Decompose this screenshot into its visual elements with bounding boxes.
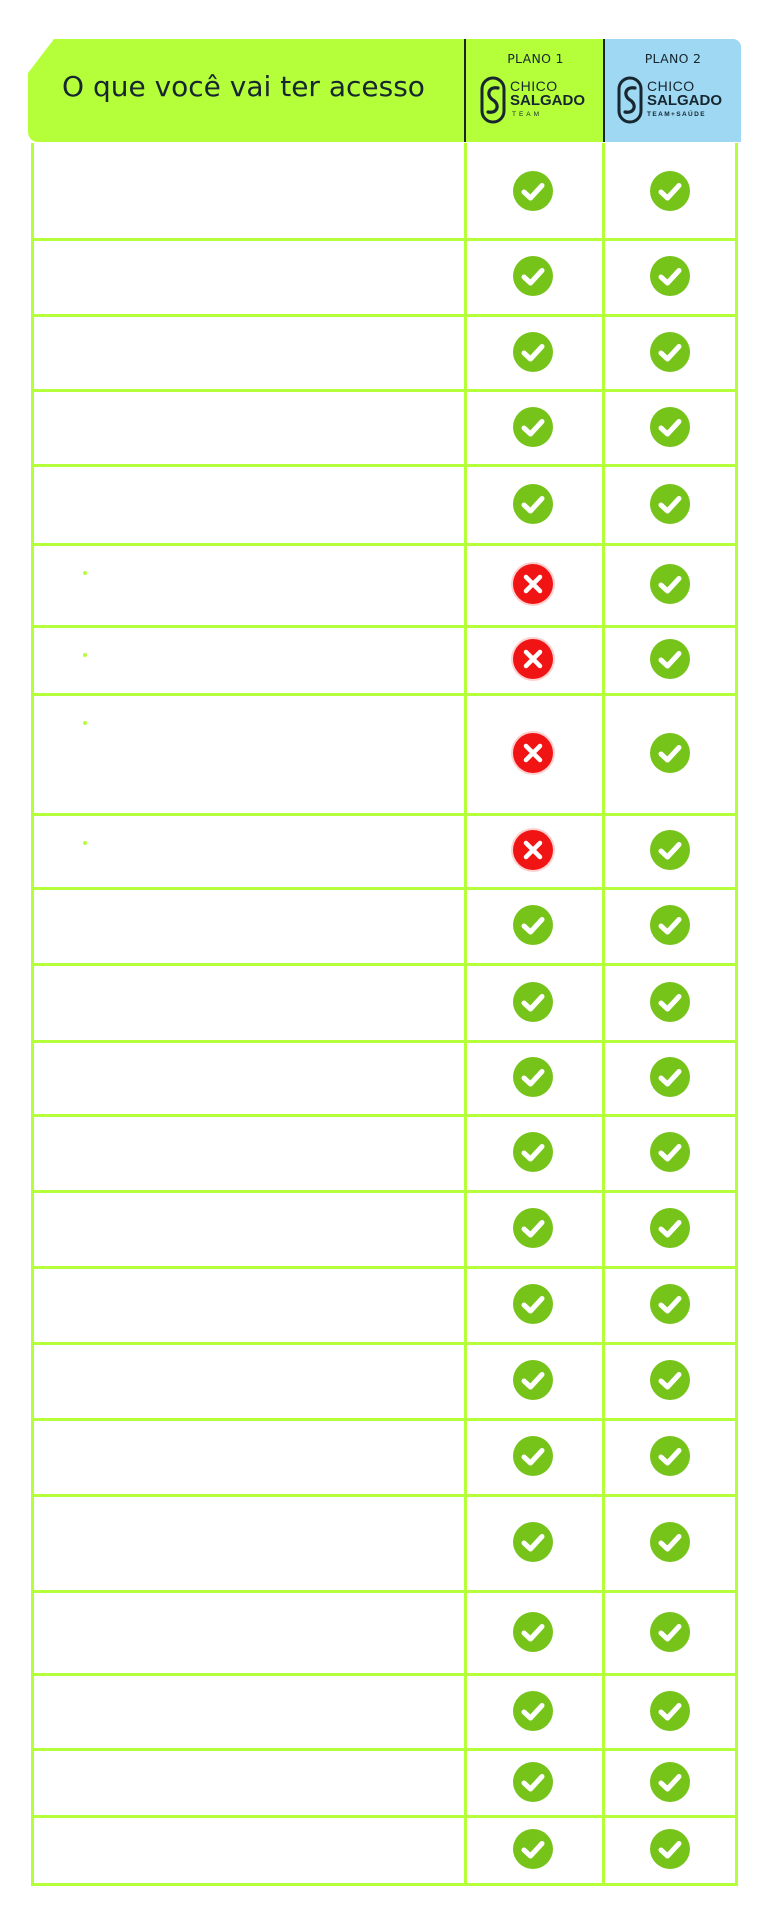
table-column-line [602,143,605,1886]
table-row-divider [31,1673,738,1676]
logo-word-chico: CHICO [647,78,695,94]
check-circle-icon [650,639,690,679]
check-circle-icon [650,830,690,870]
table-row-divider [31,389,738,392]
logo-word-team: TEAM [512,111,543,118]
check-circle-icon [650,484,690,524]
plan-1-header [466,39,605,142]
check-circle-icon [513,1436,553,1476]
check-circle-icon [513,1691,553,1731]
table-column-line [31,143,34,1886]
table-row-divider [31,693,738,696]
logo-word-chico: CHICO [510,78,558,94]
check-circle-icon [513,256,553,296]
check-circle-icon [650,1612,690,1652]
table-row-divider [31,1040,738,1043]
table-row-divider [31,1883,738,1886]
table-column-line [735,143,738,1886]
check-circle-icon [513,1057,553,1097]
table-row-divider [31,813,738,816]
feature-bullet-dot [83,721,87,725]
check-circle-icon [650,1208,690,1248]
check-circle-icon [513,484,553,524]
table-row-divider [31,464,738,467]
check-circle-icon [513,407,553,447]
check-circle-icon [513,1360,553,1400]
table-row-divider [31,963,738,966]
table-column-line [464,143,467,1886]
plan-2-header [605,39,741,142]
check-circle-icon [650,982,690,1022]
table-row-divider [31,1342,738,1345]
check-circle-icon [650,1284,690,1324]
check-circle-icon [513,1829,553,1869]
check-circle-icon [650,171,690,211]
check-circle-icon [513,1612,553,1652]
x-circle-icon [513,564,553,604]
logo-word-team-saude: TEAM+SAÚDE [647,111,706,118]
logo-word-salgado: SALGADO [510,92,585,109]
x-circle-icon [513,830,553,870]
table-row-divider [31,314,738,317]
feature-bullet-dot [83,571,87,575]
x-circle-icon [513,733,553,773]
plan-1-logo [480,73,592,127]
check-circle-icon [650,1691,690,1731]
table-row-divider [31,1815,738,1818]
feature-bullet-dot [83,653,87,657]
check-circle-icon [650,1829,690,1869]
check-circle-icon [513,905,553,945]
plan-2-label: PLANO 2 [644,51,702,66]
chico-salgado-s-mark-icon [480,76,506,124]
check-circle-icon [650,1057,690,1097]
plan-2-logo [617,73,729,127]
page-title: O que você vai ter acesso [62,70,425,103]
logo-word-salgado: SALGADO [647,92,722,109]
table-row-divider [31,1190,738,1193]
x-circle-icon [513,639,553,679]
table-row-divider [31,1590,738,1593]
header-divider [603,39,605,142]
table-row-divider [31,887,738,890]
table-row-divider [31,625,738,628]
check-circle-icon [513,1522,553,1562]
check-circle-icon [513,171,553,211]
feature-bullet-dot [83,841,87,845]
plan-1-label: PLANO 1 [507,51,564,66]
check-circle-icon [513,1208,553,1248]
header-divider [464,39,466,142]
check-circle-icon [650,332,690,372]
check-circle-icon [513,1132,553,1172]
check-circle-icon [650,1762,690,1802]
check-circle-icon [650,256,690,296]
table-row-divider [31,1494,738,1497]
chico-salgado-s-mark-icon [617,76,643,124]
check-circle-icon [650,1132,690,1172]
check-circle-icon [513,1284,553,1324]
check-circle-icon [513,982,553,1022]
table-row-divider [31,1114,738,1117]
table-row-divider [31,543,738,546]
check-circle-icon [650,905,690,945]
table-row-divider [31,1266,738,1269]
check-circle-icon [650,1360,690,1400]
check-circle-icon [650,1522,690,1562]
table-row-divider [31,238,738,241]
check-circle-icon [513,1762,553,1802]
check-circle-icon [650,407,690,447]
check-circle-icon [650,564,690,604]
check-circle-icon [650,733,690,773]
check-circle-icon [513,332,553,372]
table-row-divider [31,1418,738,1421]
table-row-divider [31,1748,738,1751]
check-circle-icon [650,1436,690,1476]
